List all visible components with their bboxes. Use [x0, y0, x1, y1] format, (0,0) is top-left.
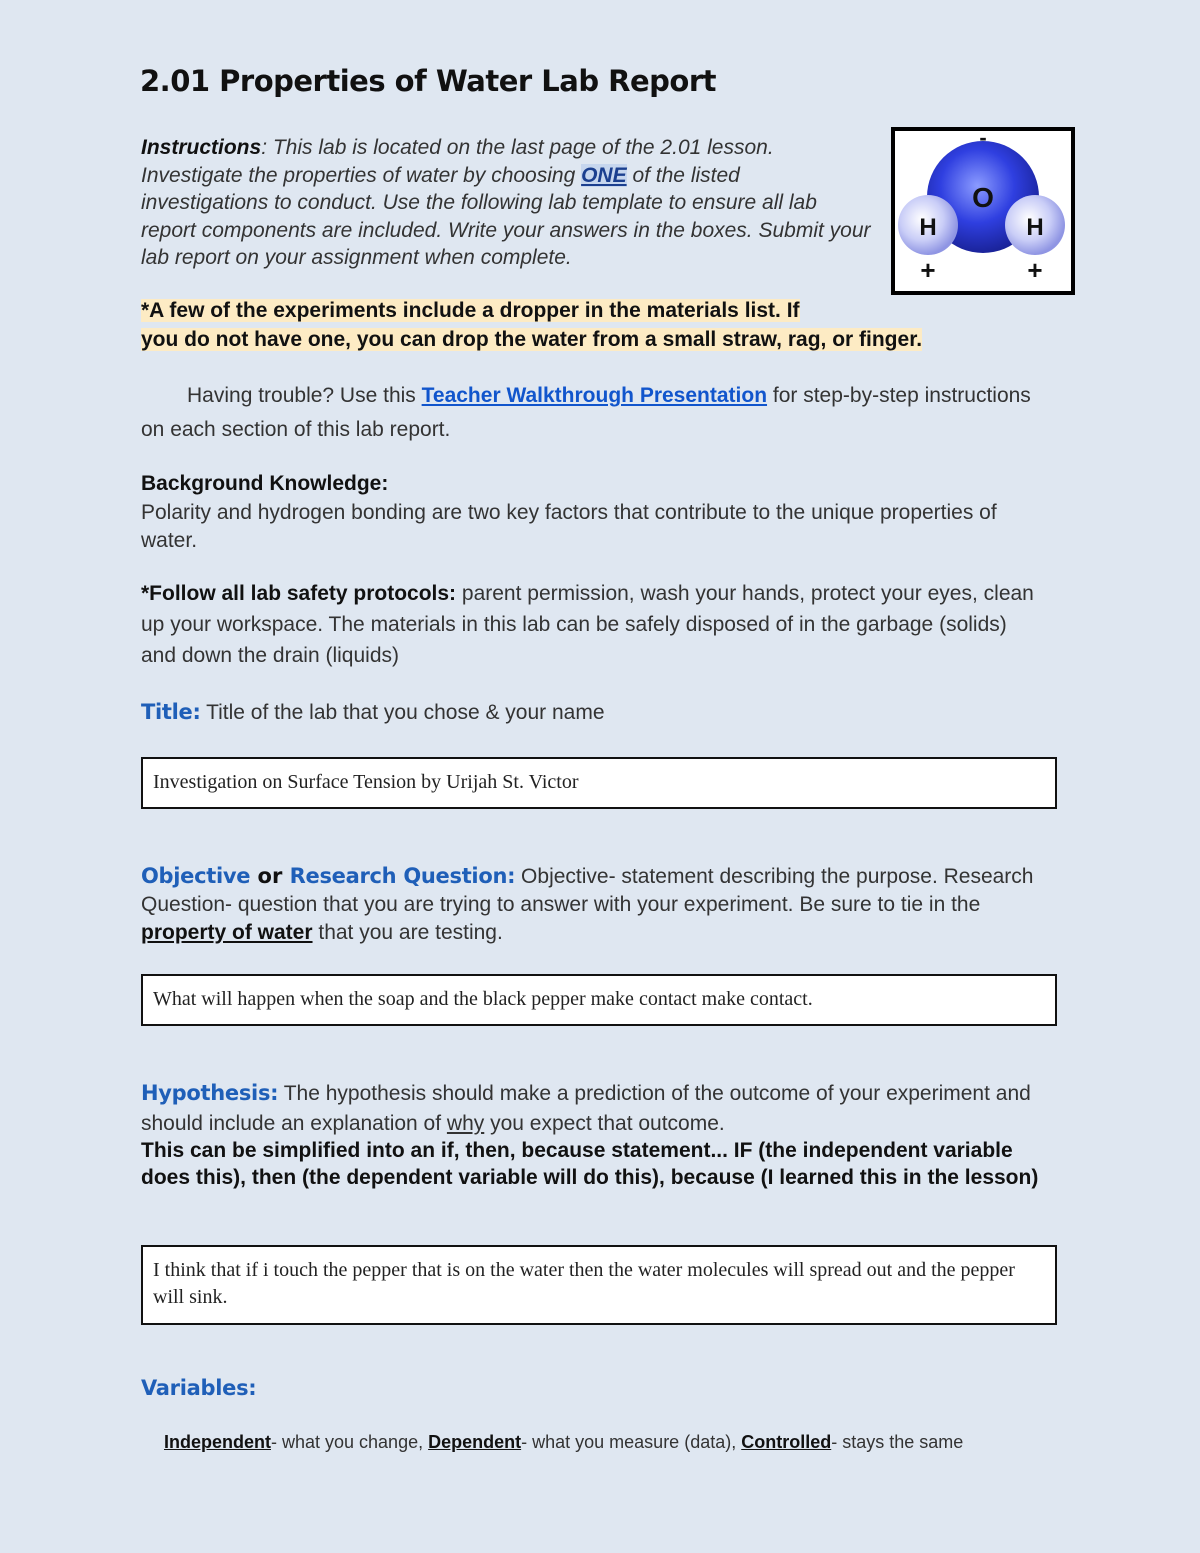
trouble-text-end: for step-by-step instructions on each section of this lab report. — [141, 384, 1031, 441]
safety-text: parent permission, wash your hands, protect your eyes, clean up your workspace. The materials in this lab can be safely disposed of in the garbage (solids) and down the drain (liquids) — [141, 582, 1034, 667]
dropper-note — [141, 297, 1041, 354]
title-section — [141, 700, 605, 725]
background-text: Polarity and hydrogen bonding are two key factors that contribute to the unique properties of water. — [141, 501, 997, 552]
dependent-desc: - what you measure (data), — [521, 1432, 742, 1452]
hypothesis-desc: The hypothesis should make a prediction of the outcome of your experiment and should include an explanation of — [141, 1082, 1031, 1135]
property-of-water-link[interactable]: property of water — [141, 921, 313, 944]
safety-paragraph — [141, 578, 1041, 671]
hypothesis-answer-box[interactable]: I think that if i touch the pepper that is on the water then the water molecules will spread out and the pepper will sink. — [141, 1245, 1057, 1325]
objective-section — [141, 862, 1041, 947]
variables-label: Variables: — [141, 1376, 257, 1400]
hydrogen-label-left: H — [919, 214, 937, 241]
or-label: or — [250, 864, 290, 888]
controlled-desc: - stays the same — [831, 1432, 964, 1452]
safety-heading: *Follow all lab safety protocols: — [141, 582, 457, 605]
objective-answer-box[interactable]: What will happen when the soap and the black pepper make contact make contact. — [141, 974, 1057, 1026]
water-molecule-diagram — [895, 131, 1071, 291]
dropper-note-line2: you do not have one, you can drop the water from a small straw, rag, or finger. — [141, 327, 923, 351]
hypothesis-desc-end: you expect that outcome. — [484, 1112, 725, 1135]
background-heading: Background Knowledge: — [141, 472, 389, 495]
independent-label: Independent — [164, 1432, 271, 1452]
variables-definition-line — [164, 1432, 963, 1453]
instructions-paragraph — [141, 134, 871, 272]
title-answer-box[interactable]: Investigation on Surface Tension by Urijah St. Victor — [141, 757, 1057, 809]
dependent-label: Dependent — [428, 1432, 522, 1452]
one-emphasis: ONE — [581, 163, 627, 187]
independent-desc: - what you change, — [271, 1432, 429, 1452]
instructions-text: : This lab is located on the last page of the 2.01 lesson. Investigate the properties of water by choosing — [141, 136, 774, 187]
why-underline: why — [446, 1112, 485, 1135]
research-question-label: Research Question: — [289, 864, 516, 888]
objective-desc: Objective- statement describing the purpose. Research Question- question that you are trying to answer with your experiment. Be sure to tie in the — [141, 865, 1034, 916]
title-desc: Title of the lab that you chose & your name — [200, 701, 605, 724]
instructions-text-end: of the listed investigations to conduct. Use the following lab template to ensure all lab report components are included. Write your answers in the boxes. Submit your lab report on your assignment when complete. — [141, 163, 871, 269]
positive-charge-left: + — [920, 255, 936, 285]
trouble-paragraph — [141, 379, 1041, 447]
instructions-label: Instructions — [141, 136, 262, 159]
water-molecule-image — [891, 127, 1075, 295]
hypothesis-label: Hypothesis: — [141, 1081, 279, 1105]
objective-desc-end: that you are testing. — [312, 921, 503, 944]
title-label: Title: — [141, 700, 201, 724]
hypothesis-if-then-because: This can be simplified into an if, then, because statement... IF (the independent variable does this), then (the dependent variable will do this), because (I learned this in the lesson) — [141, 1139, 1039, 1189]
trouble-text: Having trouble? Use this — [187, 384, 422, 407]
objective-label: Objective — [141, 864, 251, 888]
dropper-note-line1: *A few of the experiments include a dropper in the materials list. If — [141, 299, 800, 322]
oxygen-label: O — [972, 182, 994, 213]
document-title: 2.01 Properties of Water Lab Report — [140, 64, 717, 98]
positive-charge-right: + — [1027, 255, 1043, 285]
teacher-walkthrough-link[interactable]: Teacher Walkthrough Presentation — [421, 384, 768, 407]
hypothesis-section — [141, 1078, 1051, 1139]
controlled-label: Controlled — [741, 1432, 832, 1452]
negative-charge: - — [979, 131, 987, 150]
hydrogen-label-right: H — [1026, 214, 1044, 241]
